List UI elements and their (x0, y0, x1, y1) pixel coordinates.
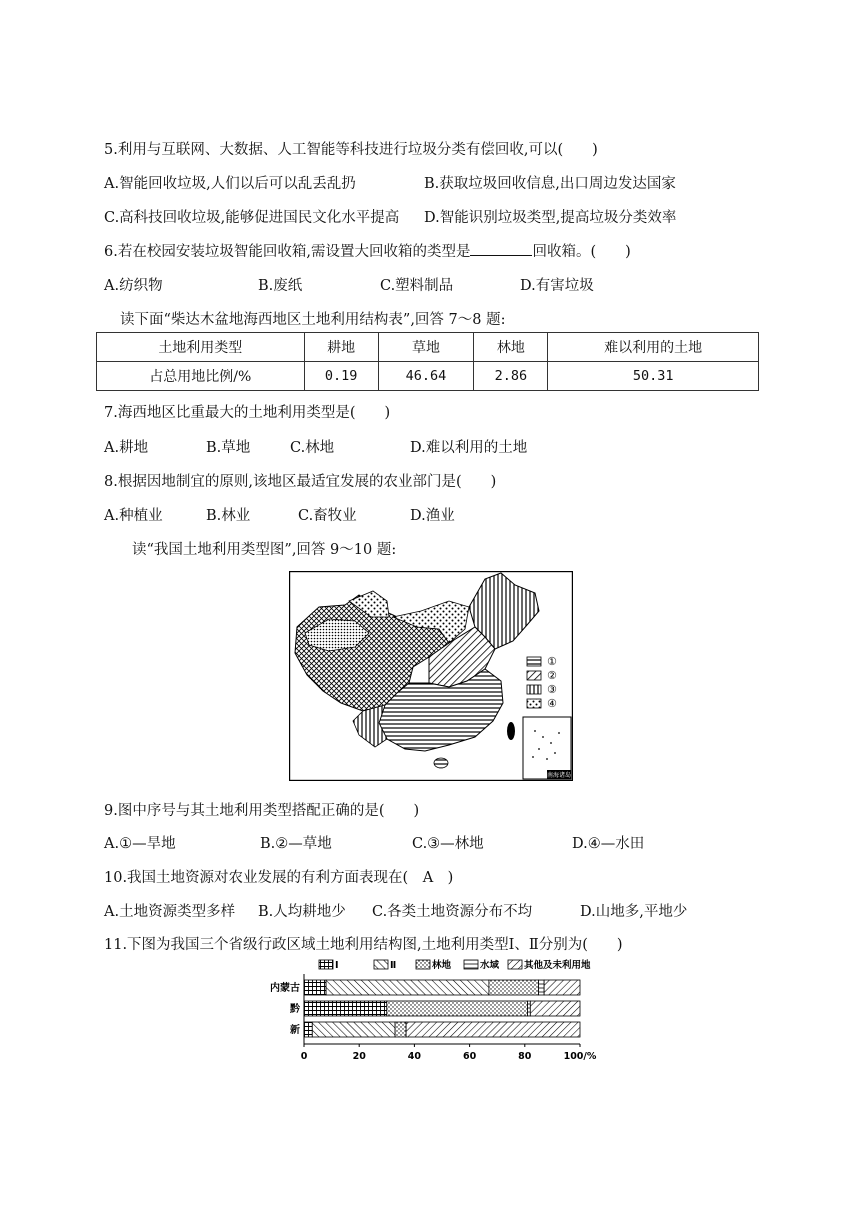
tick-label: 0 (300, 1051, 308, 1062)
legend-label-1: ① (547, 655, 557, 668)
legend-label: 水域 (480, 960, 500, 971)
q8-option-d: D.渔业 (410, 508, 455, 524)
q10-option-d: D.山地多,平地少 (580, 904, 688, 920)
q6-option-d: D.有害垃圾 (520, 278, 594, 294)
q6-option-a: A.纺织物 (104, 278, 163, 294)
q8-stem: 8.根据因地制宜的原则,该地区最适宜发展的农业部门是( ) (104, 474, 497, 490)
bar-segment (326, 980, 489, 995)
q10-stem: 10.我国土地资源对农业发展的有利方面表现在( A ) (104, 870, 454, 886)
table-header-row (97, 333, 759, 362)
q9-stem: 9.图中序号与其土地利用类型搭配正确的是( ) (104, 803, 420, 819)
tick-label: 40 (407, 1051, 422, 1062)
legend-swatch-3 (416, 960, 430, 969)
legend-swatch-4 (527, 699, 541, 708)
q5-option-b: B.获取垃圾回收信息,出口周边发达国家 (424, 176, 676, 192)
q7-option-c: C.林地 (290, 440, 335, 456)
q9-option-c: C.③—林地 (412, 836, 484, 852)
bar-segment (395, 1022, 406, 1037)
table-header-cell: 难以利用的土地 (548, 333, 759, 362)
legend-label: 林地 (432, 960, 452, 971)
q7-option-d: D.难以利用的土地 (410, 440, 528, 456)
bar-segment (304, 980, 326, 995)
q5-stem: 5.利用与互联网、大数据、人工智能等科技进行垃圾分类有偿回收,可以( ) (104, 142, 598, 158)
q10-option-b: B.人均耕地少 (258, 904, 346, 920)
legend-label-3: ③ (547, 683, 557, 696)
map-region-taiwan (507, 722, 515, 740)
q8-option-a: A.种植业 (104, 508, 163, 524)
table-header-cell: 草地 (378, 333, 474, 362)
q8-option-b: B.林业 (206, 508, 251, 524)
table-cell: 50.31 (548, 362, 759, 391)
bar-segment (530, 1001, 580, 1016)
q10-option-a: A.土地资源类型多样 (104, 904, 236, 920)
south-sea-inset (523, 717, 571, 779)
category-label: 新 (290, 1025, 300, 1036)
q6-stem-after: 回收箱。( ) (532, 244, 631, 260)
q6-option-b: B.废纸 (258, 278, 303, 294)
q6-stem-before: 6.若在校园安装垃圾智能回收箱,需设置大回收箱的类型是 (104, 244, 471, 260)
table-header-cell: 耕地 (304, 333, 378, 362)
legend-swatch-1 (527, 657, 541, 666)
legend-swatch-4 (464, 960, 478, 969)
table-intro: 读下面“柴达木盆地海西地区土地利用结构表”,回答 7～8 题: (120, 312, 506, 328)
q10-option-c: C.各类土地资源分布不均 (372, 904, 533, 920)
table-header-cell: 土地利用类型 (97, 333, 305, 362)
category-label: 黔 (290, 1004, 300, 1015)
q8-option-c: C.畜牧业 (298, 508, 357, 524)
legend-swatch-3 (527, 685, 541, 694)
answer-blank (470, 243, 532, 256)
tick-label: 100/% (563, 1051, 597, 1062)
legend-label: Ⅱ (390, 960, 397, 971)
chart-plot-area (270, 980, 580, 1037)
china-land-use-map (289, 571, 573, 781)
legend-label-4: ④ (547, 697, 557, 710)
legend-swatch-2 (527, 671, 541, 680)
tick-label: 20 (352, 1051, 366, 1062)
bar-segment (304, 1022, 312, 1037)
legend-label: Ⅰ (335, 960, 339, 971)
q9-option-d: D.④—水田 (572, 836, 645, 852)
inset-label: 南海诸岛 (546, 772, 572, 779)
bar-segment (528, 1001, 531, 1016)
q6-stem (104, 240, 631, 261)
bar-segment (544, 980, 580, 995)
land-use-structure-chart (264, 954, 604, 1070)
category-label: 内蒙古 (270, 983, 300, 994)
tick-label: 60 (462, 1051, 477, 1062)
q7-stem: 7.海西地区比重最大的土地利用类型是( ) (104, 405, 391, 421)
table-header-cell: 林地 (474, 333, 548, 362)
q11-stem: 11.下图为我国三个省级行政区域土地利用结构图,土地利用类型Ⅰ、Ⅱ分别为( ) (104, 937, 623, 953)
q6-option-c: C.塑料制品 (380, 278, 454, 294)
legend-swatch-1 (319, 960, 333, 969)
tick-label: 80 (518, 1051, 532, 1062)
bar-segment (312, 1022, 395, 1037)
legend-swatch-5 (508, 960, 522, 969)
map-region-hainan (434, 758, 448, 768)
q5-option-a: A.智能回收垃圾,人们以后可以乱丢乱扔 (104, 176, 356, 192)
bar-segment (489, 980, 539, 995)
bar-segment (304, 1001, 387, 1016)
legend-swatch-2 (374, 960, 388, 969)
q7-option-b: B.草地 (206, 440, 251, 456)
table-cell: 0.19 (304, 362, 378, 391)
bar-segment (387, 1001, 528, 1016)
legend-label-2: ② (547, 669, 557, 682)
table-cell: 占总用地比例/% (97, 362, 305, 391)
q9-option-a: A.①—旱地 (104, 836, 176, 852)
land-use-table (96, 332, 759, 391)
table-row (97, 362, 759, 391)
legend-label: 其他及未利用地 (524, 960, 591, 971)
q7-option-a: A.耕地 (104, 440, 149, 456)
map-intro: 读“我国土地利用类型图”,回答 9～10 题: (132, 542, 397, 558)
table-cell: 46.64 (378, 362, 474, 391)
q9-option-b: B.②—草地 (260, 836, 332, 852)
q5-option-d: D.智能识别垃圾类型,提高垃圾分类效率 (424, 210, 677, 226)
chart-legend (319, 959, 591, 971)
bar-segment (406, 1022, 580, 1037)
q5-option-c: C.高科技回收垃圾,能够促进国民文化水平提高 (104, 210, 400, 226)
bar-segment (539, 980, 545, 995)
table-cell: 2.86 (474, 362, 548, 391)
